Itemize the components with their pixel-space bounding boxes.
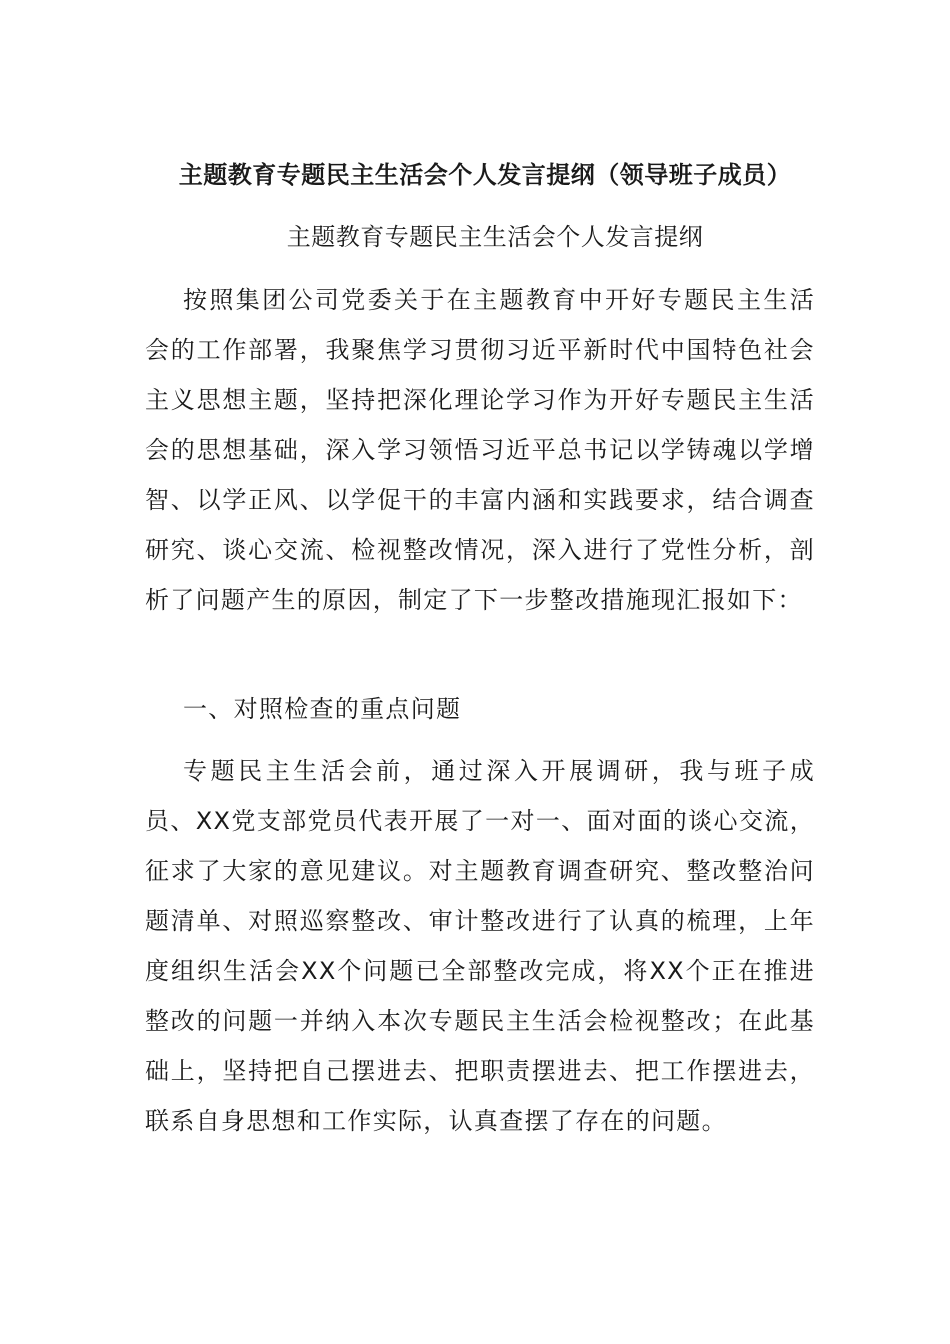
section-paragraph: 专题民主生活会前，通过深入开展调研，我与班子成员、XX党支部党员代表开展了一对一、面对面的谈心交流，征求了大家的意见建议。对主题教育调查研究、整改整治问题清单、对照巡察整改、审计整改进行了认真的梳理，上年度组织生活会XX个问题已全部整改完成，将XX个正在推进整改的问题一并纳入本次专题民主生活会检视整改；在此基础上，坚持把自己摆进去、把职责摆进去、把工作摆进去，联系自身思想和工作实际，认真查摆了存在的问题。 [145,757,815,1135]
section-heading: 一、对照检查的重点问题 [183,695,462,723]
document-title: 主题教育专题民主生活会个人发言提纲（领导班子成员） [178,161,792,189]
document-subtitle: 主题教育专题民主生活会个人发言提纲 [286,223,704,251]
intro-paragraph: 按照集团公司党委关于在主题教育中开好专题民主生活会的工作部署，我聚焦学习贯彻习近平新时代中国特色社会主义思想主题，坚持把深化理论学习作为开好专题民主生活会的思想基础，深入学习领悟习近平总书记以学铸魂以学增智、以学正风、以学促干的丰富内涵和实践要求，结合调查研究、谈心交流、检视整改情况，深入进行了党性分析，剖析了问题产生的原因，制定了下一步整改措施现汇报如下： [145,286,815,614]
